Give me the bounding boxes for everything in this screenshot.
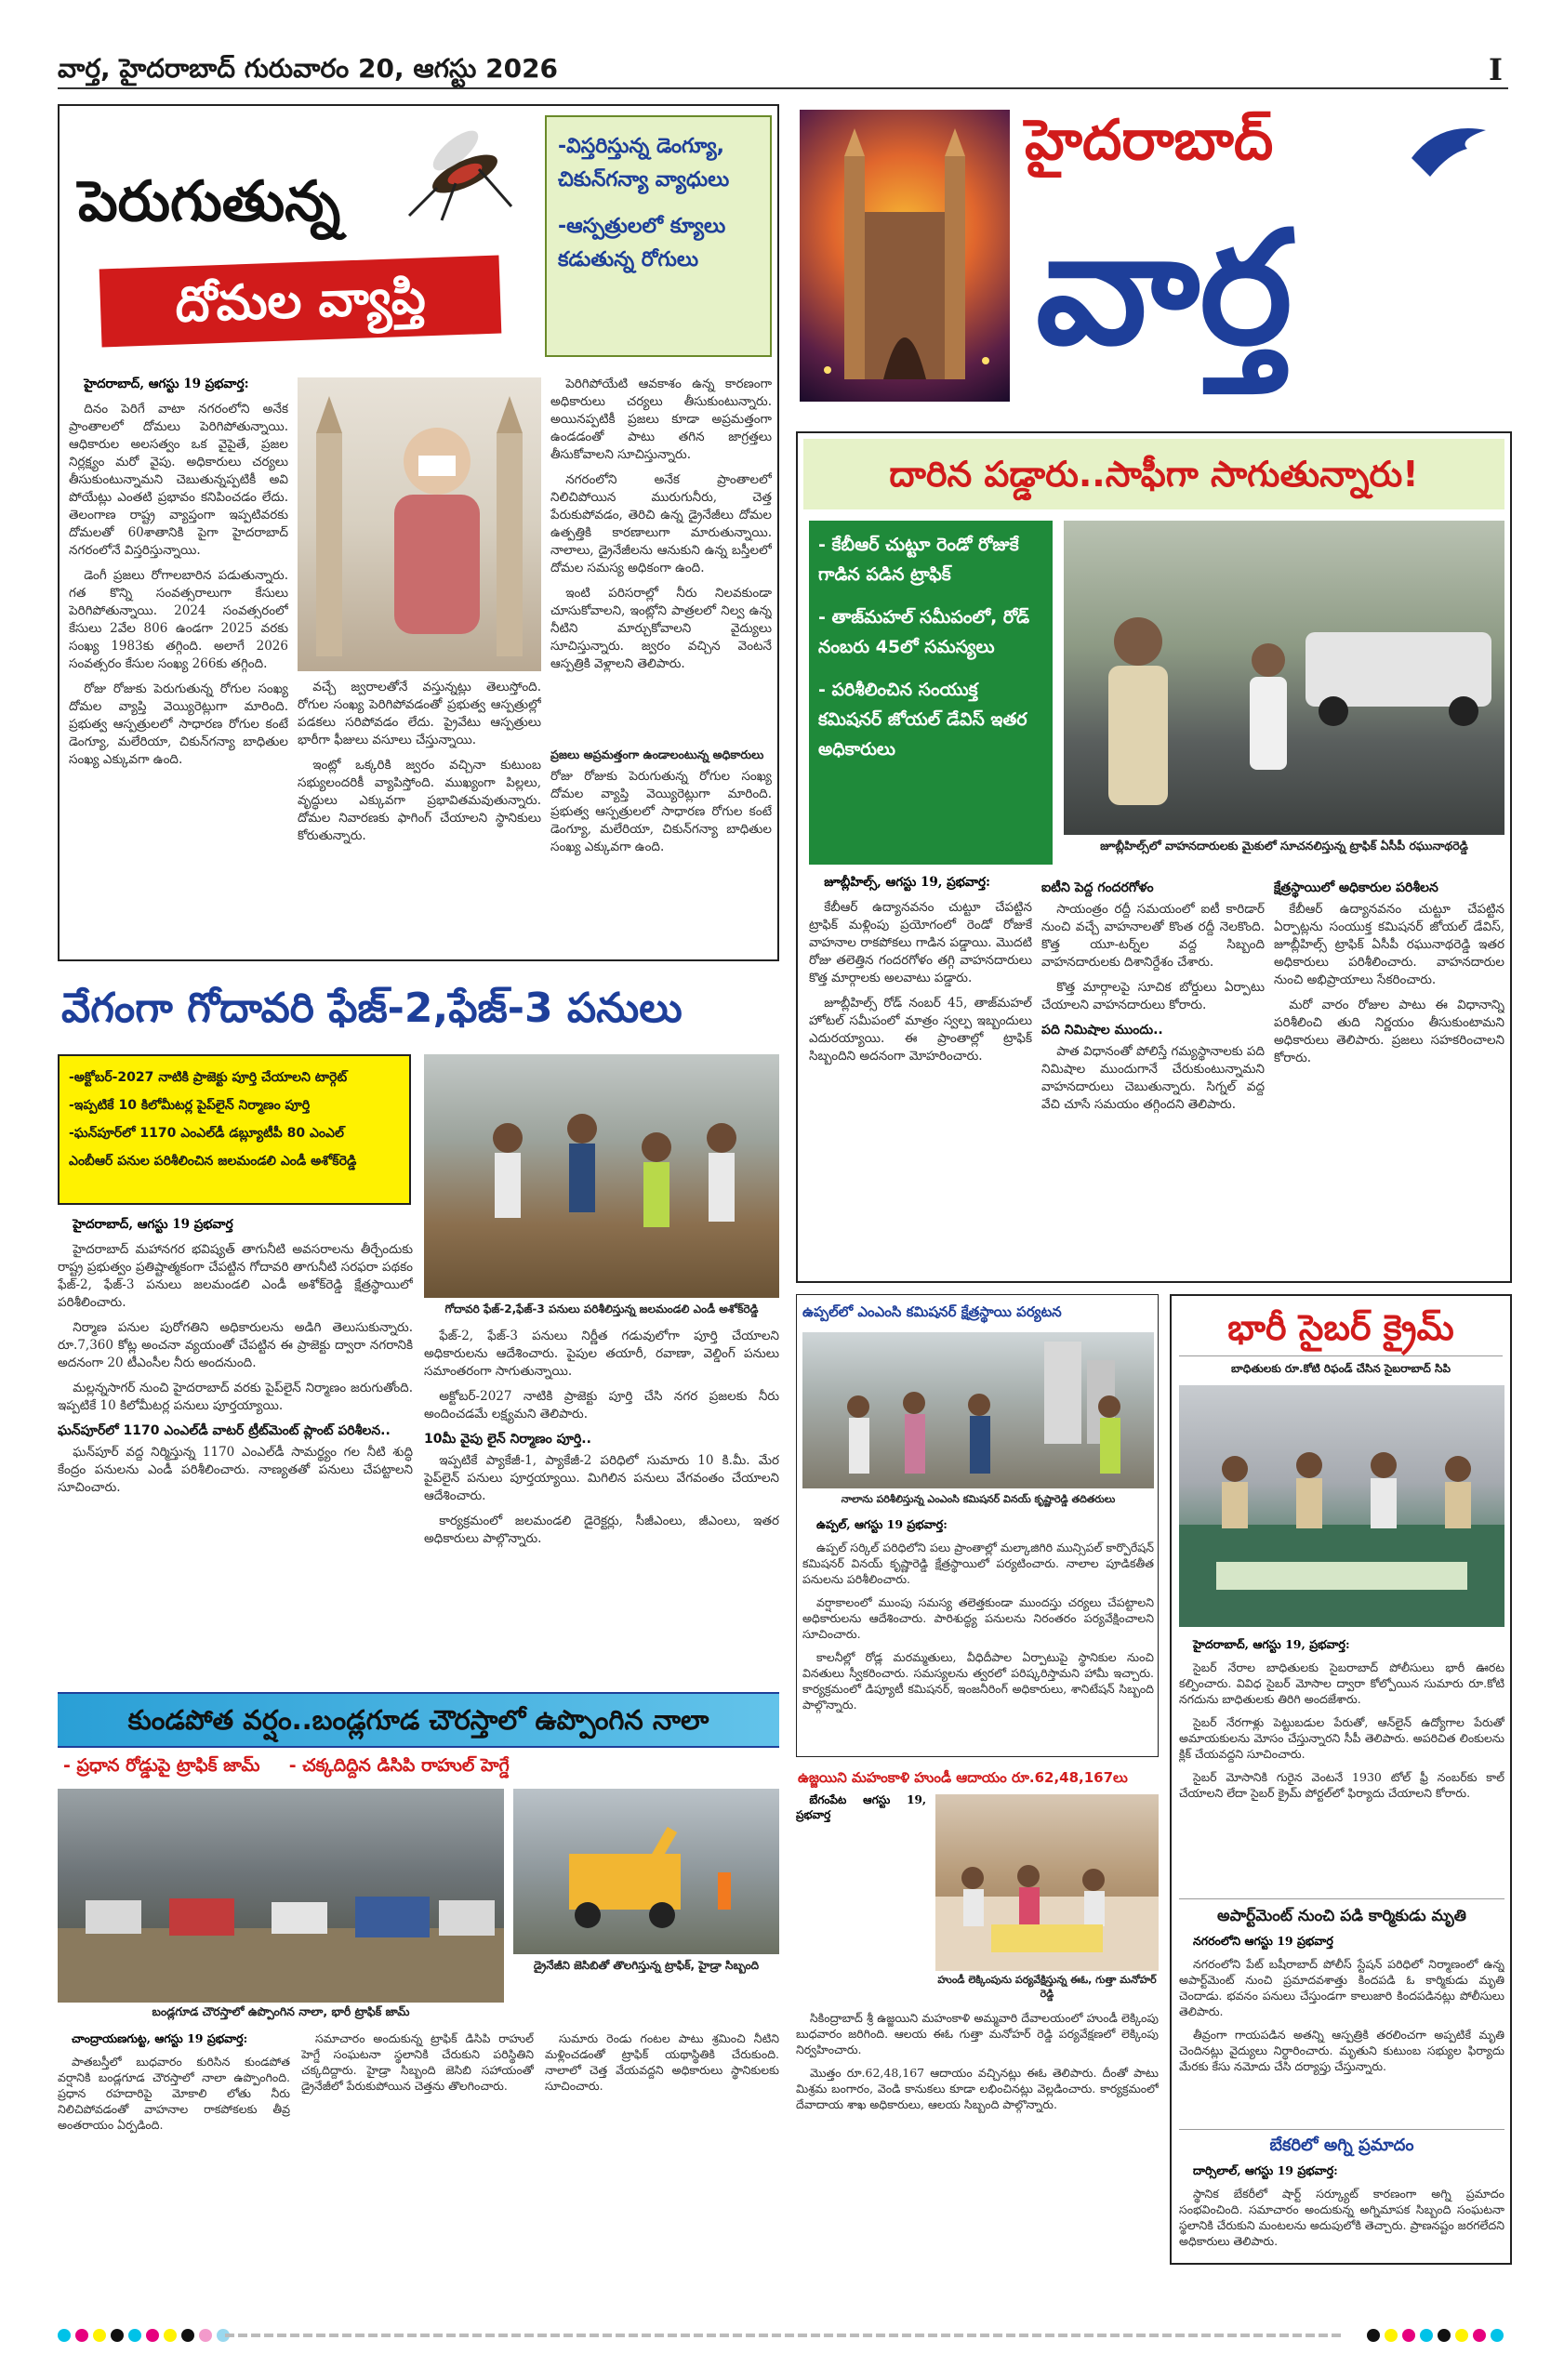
temple-story	[796, 1765, 1159, 2265]
traffic-p6: కేబీఆర్ ఉద్యానవనం చుట్టూ చేపట్టిన ఏర్పాట్లను సంయుక్త కమిషనర్ జోయల్ డేవిస్, జూబ్లీహిల్స్ ట్రాఫిక్ ఏసీపీ రఘునాథరెడ్డి ఇతర అధికారులు పరిశీలించారు. వాహనదారుల నుంచి అభిప్రాయాలు సేకరించారు.	[1274, 902, 1504, 987]
godavari-bullet-3: -ఘన్‌పూర్‌లో 1170 ఎంఎల్‌డీ డబ్ల్యూటీపీ 80 ఎంఎల్	[69, 1126, 344, 1141]
registration-marks-right	[1367, 2328, 1508, 2346]
traffic-sub-2: పది నిమిషాల ముందు..	[1041, 1023, 1163, 1038]
godavari-col-1	[58, 1216, 413, 1681]
rain-p2: సమాచారం అందుకున్న ట్రాఫిక్ డిసిపి రాహుల్ హెగ్డే సంఘటనా స్థలానికి చేరుకుని పరిస్థితిని చక్కదిద్దారు. హైడ్రా సిబ్బంది జెసిబి సహాయంతో డ్రైనేజీలో పేరుకుపోయిన చెత్తను తొలగించారు.	[301, 2031, 534, 2093]
dengue-col-3	[298, 679, 541, 954]
dengue-photo-caption: ప్రజలు అప్రమత్తంగా ఉండాలంటున్న అధికారులు	[550, 747, 764, 761]
rain-col-1	[58, 2030, 290, 2268]
cyber-headline: భారీ సైబర్ క్రైమ్	[1179, 1300, 1503, 1356]
traffic-col-1	[809, 874, 1032, 1276]
godavari-bullet-2: -ఇప్పటికే 10 కిలోమీటర్ల పైప్‌లైన్ నిర్మాణం పూర్తి	[69, 1098, 311, 1113]
godavari-story	[58, 972, 779, 1681]
dengue-story	[58, 104, 779, 961]
uppal-headline: ఉప్పల్‌లో ఎంఎంసి కమిషనర్ క్షేత్రస్థాయి పర్యటన	[802, 1303, 1062, 1320]
cyber-subhead: బాధితులకు రూ.కోటి రిఫండ్ చేసిన సైబరాబాద్ సిపి	[1230, 1362, 1451, 1375]
apartment-headline: అపార్ట్‌మెంట్ నుంచి పడి కార్మికుడు మృతి	[1217, 1907, 1466, 1925]
cyber-p3: సైబర్ మోసానికి గురైన వెంటనే 1930 టోల్ ఫ్రీ నంబర్‌కు కాల్ చేయాలని లేదా సైబర్ క్రైమ్ పోర్టల్‌లో ఫిర్యాదు చేయాలని కోరారు.	[1179, 1770, 1504, 1800]
temple-dateline: బేగంపేట ఆగస్టు 19, ప్రభవార్త	[796, 1793, 926, 1821]
headline-top: పెరుగుతున్న	[78, 169, 341, 234]
traffic-sub-3: క్షేత్రస్థాయిలో అధికారుల పరిశీలన	[1274, 880, 1438, 895]
uppal-photo	[802, 1332, 1154, 1488]
page-number: I	[1489, 52, 1503, 87]
traffic-col-2	[1041, 874, 1265, 1276]
uppal-p3: కాలనీల్లో రోడ్ల మరమ్మతులు, వీధిదీపాల ఏర్పాటుపై స్థానికుల నుంచి వినతులు స్వీకరించారు. సమస్యలను త్వరలో పరిష్కరిస్తామని హామీ ఇచ్చారు. కార్యక్రమంలో డిప్యూటీ కమిషనర్, ఇంజనీరింగ్ అధికారులు, శానిటేషన్ సిబ్బంది పాల్గొన్నారు.	[802, 1650, 1154, 1712]
uppal-body	[802, 1516, 1154, 1752]
temple-photo-caption: హుండీ లెక్కింపును పర్యవేక్షిస్తున్న ఈఓ, గుత్తా మనోహర్ రెడ్డి	[937, 1974, 1157, 2000]
godavari-sub-2: 10మీ వైపు లైన్ నిర్మాణం పూర్తి..	[424, 1432, 591, 1447]
rain-dateline: చాంద్రాయణగుట్ట, ఆగస్టు 19 ప్రభవార్త:	[72, 2031, 248, 2045]
rain-bullet-1: - ప్రధాన రోడ్డుపై ట్రాఫిక్ జామ్	[63, 1755, 260, 1776]
dengue-col-2	[550, 376, 772, 742]
temple-photo	[935, 1794, 1159, 1971]
traffic-bullet-2: - తాజ్‌మహల్ సమీపంలో, రోడ్ నంబరు 45లో సమస్యలు	[818, 607, 1030, 657]
dengue-p3: రోజు రోజుకు పెరుగుతున్న రోగుల సంఖ్య దోమల వ్యాప్తి వెయ్యిరెట్లుగా మారింది. ప్రభుత్వ ఆస్పత్రులలో సాధారణ రోగుల కంటే డెంగ్యూ, మలేరియా, చికున్‌గన్యా బాధితుల సంఖ్య ఎక్కువగా ఉంది.	[69, 681, 288, 767]
godavari-p7: ఇప్పటికే ప్యాకేజీ-1, ప్యాకేజీ-2 పరిధిలో సుమారు 10 కి.మీ. మేర పైప్‌లైన్ పనులు పూర్తయ్యాయి. మిగిలిన పనులు వేగవంతం చేయాలని ఆదేశించారు.	[424, 1453, 779, 1503]
traffic-headline-bar	[803, 439, 1504, 509]
traffic-col-3	[1274, 874, 1504, 1276]
traffic-p4: కొత్త మార్గాలపై సూచిక బోర్డులు ఏర్పాటు చేయాలని వాహనదారులు కోరారు.	[1041, 980, 1265, 1012]
dengue-bullet-1: -విస్తరిస్తున్న డెంగ్యూ, చికున్‌గన్యా వ్యాధులు	[558, 135, 730, 192]
masthead-charminar-photo	[800, 110, 1010, 402]
traffic-story	[796, 431, 1512, 1283]
cyber-body	[1179, 1636, 1504, 1887]
godavari-photo-caption: గోదావరి ఫేజ్-2,ఫేజ్-3 పనులు పరిశీలిస్తున్న జలమండలి ఎండీ అశోక్‌రెడ్డి	[444, 1302, 759, 1316]
temple-col-1	[796, 1792, 926, 1997]
rain-p1: పాతబస్తీలో బుధవారం కురిసిన కుండపోత వర్షానికి బండ్లగూడ చౌరస్తాలో నాలా ఉప్పొంగింది. ప్రధాన రహదారిపై మోకాలి లోతు నీరు నిలిచిపోవడంతో వాహనాల రాకపోకలకు తీవ్ర అంతరాయం ఏర్పడింది.	[58, 2055, 290, 2132]
godavari-bullet-4: ఎంబీఆర్ పనుల పరిశీలించిన జలమండలి ఎండీ అశోక్‌రెడ్డి	[69, 1154, 357, 1169]
rain-photo-caption-1: బండ్లగూడ చౌరస్తాలో ఉప్పొంగిన నాలా, భారీ ట్రాఫిక్ జామ్	[152, 2004, 410, 2018]
dengue-p1: దినం పెరిగే వాటా నగరంలోని అనేక ప్రాంతాలలో దోమలు పెరిగిపోతున్నాయి. ఆధికారుల అలసత్వం ఒక వైపైతే, ప్రజల నిర్లక్ష్యం మరో వైపు. అధికారులు చర్యలు తీసుకుంటున్నామని చెబుతున్నప్పటికీ అవి పోయేట్లు ఎంతటి ప్రభావం కనిపించడం లేదు. తెలంగాణ రాష్ట్ర వ్యాప్తంగా ఇప్పటివరకు దోమలతో 60శాతానికి పైగా హైదరాబాద్ నగరంలోనే విస్తరిస్తున్నాయి.	[69, 402, 288, 558]
godavari-dateline: హైదరాబాద్, ఆగస్టు 19 ప్రభవార్త	[73, 1217, 233, 1232]
rain-p3: సుమారు రెండు గంటల పాటు శ్రమించి నీటిని మళ్లించడంతో ట్రాఫిక్ యథాస్థితికి చేరుకుంది. నాలాలో చెత్త వేయవద్దని అధికారులు స్థానికులకు సూచించారు.	[545, 2031, 779, 2093]
rain-headline: కుండపోత వర్షం..బండ్లగూడ చౌరస్తాలో ఉప్పొంగిన నాలా	[127, 1704, 709, 1736]
uppal-p1: ఉప్పల్ సర్కిల్ పరిధిలోని పలు ప్రాంతాల్లో మల్కాజిగిరి మున్సిపల్ కార్పొరేషన్ కమిషనర్ వినయ్ కృష్ణారెడ్డి క్షేత్రస్థాయిలో పర్యటించారు. నాలాల పూడికతీత పనులను పరిశీలించారు.	[802, 1540, 1154, 1586]
uppal-p2: వర్షాకాలంలో ముంపు సమస్య తలెత్తకుండా ముందస్తు చర్యలు చేపట్టాలని అధికారులను ఆదేశించారు. పారిశుద్ధ్య పనులను నిరంతరం పర్యవేక్షించాలని సూచించారు.	[802, 1595, 1154, 1641]
apartment-p1: నగరంలోని పేట్ బషీరాబాద్ పోలీస్ స్టేషన్ పరిధిలో నిర్మాణంలో ఉన్న అపార్ట్‌మెంట్ నుంచి ప్రమాదవశాత్తు కిందపడి ఓ కార్మికుడు మృతి చెందాడు. భవనం పనులు చేస్తుండగా కాలుజారి కిందపడినట్లు పోలీసులు తెలిపారు.	[1179, 1957, 1504, 2018]
dengue-side-caption	[550, 747, 772, 952]
dengue-photo	[298, 377, 541, 671]
traffic-headline: దారిన పడ్డారు..సాఫీగా సాగుతున్నారు!	[889, 454, 1419, 495]
cyber-photo	[1179, 1385, 1504, 1627]
uppal-photo-caption: నాలాను పరిశీలిస్తున్న ఎంఎంసి కమిషనర్ వినయ్ కృష్ణారెడ్డి తదితరులు	[841, 1493, 1116, 1505]
fire-body	[1179, 2162, 1504, 2249]
temple-headline: ఉజ్జయిని మహంకాళి హుండీ ఆదాయం రూ.62,48,167లు	[798, 1769, 1128, 1786]
traffic-dateline: జూబ్లీహిల్స్, ఆగస్టు 19, ప్రభవార్త:	[824, 875, 991, 890]
traffic-p2: జూబ్లీహిల్స్ రోడ్ నంబర్ 45, తాజ్‌మహల్ హోటల్ సమీపంలో మాత్రం స్వల్ప ఇబ్బందులు ఎదురయ్యాయి. ఈ ప్రాంతాల్లో ట్రాఫిక్ సిబ్బందిని అదనంగా మోహరించారు.	[809, 996, 1032, 1064]
apartment-p2: తీవ్రంగా గాయపడిన అతన్ని ఆస్పత్రికి తరలించగా అప్పటికే మృతి చెందినట్లు వైద్యులు నిర్ధారించారు. మృతుని కుటుంబ సభ్యుల ఫిర్యాదు మేరకు కేసు నమోదు చేసి దర్యాప్తు చేస్తున్నారు.	[1179, 2028, 1504, 2073]
dengue-col-1	[69, 376, 288, 954]
godavari-bullet-1: -అక్టోబర్-2027 నాటికి ప్రాజెక్టు పూర్తి చేయాలని టార్గెట్	[69, 1070, 348, 1085]
registration-bar	[225, 2334, 1341, 2337]
masthead-title: వార్త	[1036, 197, 1292, 379]
registration-strip	[58, 2324, 1508, 2347]
rain-bullets	[58, 1748, 779, 1788]
traffic-p7: మరో వారం రోజుల పాటు ఈ విధానాన్ని పరిశీలించి తుది నిర్ణయం తీసుకుంటామని అధికారులు తెలిపారు. ప్రజలు సహకరించాలని కోరారు.	[1274, 998, 1504, 1065]
cyber-p1: సైబర్ నేరాల బాధితులకు సైబరాబాద్ పోలీసులు భారీ ఊరట కల్పించారు. వివిధ సైబర్ మోసాల ద్వారా కోల్పోయిన సుమారు రూ.కోటి నగదును బాధితులకు తిరిగి అందజేశారు.	[1179, 1660, 1504, 1706]
masthead	[796, 104, 1512, 420]
traffic-photo	[1064, 521, 1504, 835]
traffic-sub-1: ఐటీని పెద్ద గందరగోళం	[1041, 880, 1154, 895]
godavari-headline: వేగంగా గోదావరి ఫేజ్-2,ఫేజ్-3 పనులు	[61, 985, 683, 1032]
apartment-dateline: నగరంలోని ఆగస్టు 19 ప్రభవార్త	[1193, 1934, 1333, 1948]
registration-marks-left	[58, 2328, 234, 2346]
fire-p1: స్థానిక బేకరీలో షార్ట్ సర్క్యూట్ కారణంగా అగ్ని ప్రమాదం సంభవించింది. సమాచారం అందుకున్న అగ్నిమాపక సిబ్బంది సంఘటనా స్థలానికి చేరుకుని మంటలను అదుపులోకి తెచ్చారు. ప్రాణనష్టం జరగలేదని అధికారులు తెలిపారు.	[1179, 2187, 1504, 2248]
apartment-body	[1179, 1933, 1504, 2074]
dengue-p7: వచ్చే జ్వరాలతోనే వస్తున్నట్లు తెలుస్తోంది. రోగుల సంఖ్య పెరిగిపోవడంతో ప్రభుత్వ ఆస్పత్రుల్లో పడకలు సరిపోవడం లేదు. ప్రైవేటు ఆస్పత్రులు భారీగా ఫీజులు వసూలు చేస్తున్నాయి.	[298, 680, 541, 747]
dengue-p5: నగరంలోని అనేక ప్రాంతాలలో నిలిచిపోయిన మురుగునీరు, చెత్త పేరుకుపోవడం, తెరిచి ఉన్న డ్రైనేజీలు దోమల ఉత్పత్తికి కారణాలుగా మారుతున్నాయి. నాలాలు, డ్రైనేజీలను ఆనుకుని ఉన్న బస్తీలలో దోమల సమస్య అధికంగా ఉంది.	[550, 472, 772, 575]
mosquito-icon	[400, 123, 521, 225]
dengue-bullets	[545, 115, 772, 357]
dengue-bullet-2: -ఆస్పత్రులలో క్యూలు కడుతున్న రోగులు	[558, 215, 726, 271]
rain-col-3	[545, 2030, 779, 2268]
fire-dateline: దార్సిలాల్, ఆగస్టు 19 ప్రభవార్త:	[1193, 2163, 1338, 2177]
headline-bottom: దోమల వ్యాప్తి	[174, 269, 427, 334]
fire-headline: బేకరిలో అగ్ని ప్రమాదం	[1269, 2135, 1414, 2155]
godavari-photo	[424, 1054, 779, 1298]
cyber-dateline: హైదరాబాద్, ఆగస్టు 19, ప్రభవార్త:	[1193, 1637, 1350, 1651]
rain-headline-bar	[58, 1692, 779, 1748]
traffic-p5: పాత విధానంతో పోలిస్తే గమ్యస్థానాలకు పది నిమిషాల ముందుగానే చేరుకుంటున్నామని వాహనదారులు చెబుతున్నారు. సిగ్నల్ వద్ద వేచి చూసే సమయం తగ్గిందని తెలిపారు.	[1041, 1044, 1265, 1112]
traffic-bullets	[809, 521, 1053, 865]
rain-col-2	[301, 2030, 534, 2268]
uppal-story	[796, 1294, 1159, 1757]
temple-p2: మొత్తం రూ.62,48,167 ఆదాయం వచ్చినట్లు ఈఓ తెలిపారు. దీంతో పాటు మిశ్రమ బంగారం, వెండి కానుకలు కూడా లభించినట్లు వెల్లడించారు. కార్యక్రమంలో దేవాదాయ శాఖ అధికారులు, ఆలయ సిబ్బంది పాల్గొన్నారు.	[796, 2066, 1159, 2111]
cyber-p2: సైబర్ నేరగాళ్లు పెట్టుబడుల పేరుతో, ఆన్‌లైన్ ఉద్యోగాల పేరుతో అమాయకులను మోసం చేస్తున్నారని సీపీ తెలిపారు. అపరిచిత లింకులను క్లిక్ చేయవద్దని సూచించారు.	[1179, 1715, 1504, 1761]
dengue-p4: పెరిగిపోయేటి ఆవకాశం ఉన్న కారణంగా అధికారులు చర్యలు తీసుకుంటున్నారు. అయినప్పటికీ ప్రజలు కూడా అప్రమత్తంగా ఉండడంతో పాటు తగిన జాగ్రత్తలు తీసుకోవాలని సూచిస్తున్నారు.	[550, 377, 772, 462]
godavari-p3: మల్లన్నసాగర్ నుంచి హైదరాబాద్ వరకు పైప్‌లైన్ నిర్మాణం జరుగుతోంది. ఇప్పటికే 10 కిలోమీటర్ల పనులు పూర్తయ్యాయి.	[58, 1381, 413, 1413]
dengue-p8: ఇంట్లో ఒక్కరికి జ్వరం వచ్చినా కుటుంబ సభ్యులందరికీ వ్యాపిస్తోంది. ముఖ్యంగా పిల్లలు, వృద్ధులు ఎక్కువగా ప్రభావితమవుతున్నారు. దోమల నివారణకు ఫాగింగ్ చేయాలని స్థానికులు కోరుతున్నారు.	[298, 758, 541, 843]
traffic-p3: సాయంత్రం రద్దీ సమయంలో ఐటీ కారిడార్ నుంచి వచ్చే వాహనాలతో కొంత రద్దీ నెలకొంది. కొత్త యూ-టర్న్‌ల వద్ద సిబ్బంది వాహనదారులకు దిశానిర్దేశం చేశారు.	[1041, 902, 1265, 970]
godavari-sub-1: ఘన్‌పూర్‌లో 1170 ఎంఎల్‌డీ వాటర్ ట్రీట్‌మెంట్ ప్లాంట్ పరిశీలన..	[58, 1423, 391, 1438]
godavari-p1: హైదరాబాద్ మహానగర భవిష్యత్ తాగునీటి అవసరాలను తీర్చేందుకు రాష్ట్ర ప్రభుత్వం ప్రతిష్టాత్మకంగా చేపట్టిన గోదావరి తాగునీటి సరఫరా పథకం ఫేజ్-2, ఫేజ్-3 పనులు జలమండలి ఎండీ అశోక్‌రెడ్డి క్షేత్రస్థాయిలో పరిశీలించారు.	[58, 1242, 413, 1310]
traffic-p1: కేబీఆర్ ఉద్యానవనం చుట్టూ చేపట్టిన ట్రాఫిక్ మళ్లింపు ప్రయోగంలో రెండో రోజుకే వాహనాల రాకపోకలు గాడిన పడ్డాయి. మొదటి రోజు తలెత్తిన గందరగోళం తగ్గి వాహనదారులు కొత్త మార్గాలకు అలవాటు పడ్డారు.	[809, 900, 1032, 985]
rain-story	[58, 1692, 779, 2268]
godavari-bullets	[58, 1054, 411, 1205]
dengue-dateline: హైదరాబాద్, ఆగస్టు 19 ప్రభవార్త:	[84, 377, 249, 391]
temple-p1: సికింద్రాబాద్ శ్రీ ఉజ్జయిని మహంకాళి అమ్మవారి దేవాలయంలో హుండీ లెక్కింపు బుధవారం జరిగింది. ఆలయ ఈఓ గుత్తా మనోహర్ రెడ్డి పర్యవేక్షణలో లెక్కింపు నిర్వహించారు.	[796, 2011, 1159, 2056]
godavari-col-2	[424, 1328, 779, 1681]
folio-line	[58, 52, 1508, 89]
rain-bullet-2: - చక్కదిద్దిన డిసిపి రాహుల్ హెగ్డే	[288, 1755, 510, 1776]
headline-bottom-banner	[99, 256, 502, 348]
dengue-p2: డెంగీ ప్రజలు రోగాలబారిన పడుతున్నారు. గత కొన్ని సంవత్సరాలుగా కేసులు పెరిగిపోతున్నాయి. 2024 సంవత్సరంలో కేసులు 2వేల 806 ఉండగా 2025 వరకు సంఖ్య 1983కు తగ్గింది. అలాగే 2026 సంవత్సరం కేసుల సంఖ్య 266కు తగ్గింది.	[69, 568, 288, 671]
apartment-story	[1179, 1898, 1504, 2122]
masthead-top-word: హైదరాబాద్	[1025, 108, 1274, 173]
godavari-p5: ఫేజ్-2, ఫేజ్-3 పనులు నిర్ణీత గడువులోగా పూర్తి చేయాలని అధికారులను ఆదేశించారు. పైపుల తయారీ, రవాణా, వెల్డింగ్ పనులు సమాంతరంగా సాగుతున్నాయి.	[424, 1329, 779, 1379]
godavari-p8: కార్యక్రమంలో జలమండలి డైరెక్టర్లు, సీజీఎంలు, జీఎంలు, ఇతర అధికారులు పాల్గొన్నారు.	[424, 1514, 779, 1546]
dove-icon	[1402, 112, 1495, 186]
traffic-photo-caption: జూబ్లీహిల్స్‌లో వాహనదారులకు మైకులో సూచనలిస్తున్న ట్రాఫిక్ ఏసీపీ రఘునాథరెడ్డి	[1100, 839, 1468, 853]
dengue-headline-art	[67, 113, 532, 363]
rain-photo-caption-2: డ్రైనేజీని జెసిబితో తొలగిస్తున్న ట్రాఫిక్, హైడ్రా సిబ్బంది	[533, 1959, 760, 1972]
dengue-p6: ఇంటి పరిసరాల్లో నీరు నిలవకుండా చూసుకోవాలని, ఇంట్లోని పాత్రలలో నిల్వ ఉన్న నీటిని మార్చుకోవాలని వైద్యులు సూచిస్తున్నారు. జ్వరం వచ్చిన వెంటనే ఆస్పత్రికి వెళ్లాలని తెలిపారు.	[550, 586, 772, 671]
rain-photo-2	[513, 1789, 779, 1954]
fire-story	[1179, 2129, 1504, 2261]
folio-text: వార్త, హైదరాబాద్ గురువారం 20, ఆగస్టు 2026	[58, 53, 559, 84]
uppal-dateline: ఉప్పల్, ఆగస్టు 19 ప్రభవార్త:	[816, 1517, 948, 1531]
cyber-story	[1170, 1294, 1512, 2265]
traffic-bullet-1: - కేబీఆర్ చుట్టూ రెండో రోజుకే గాడిన పడిన ట్రాఫిక్	[818, 535, 1019, 585]
godavari-p4: ఘన్‌పూర్ వద్ద నిర్మిస్తున్న 1170 ఎంఎల్‌డీ సామర్థ్యం గల నీటి శుద్ధి కేంద్రం పనులను ఎండీ పరిశీలించారు. నాణ్యతతో పనులు చేపట్టాలని సూచించారు.	[58, 1445, 413, 1495]
traffic-bullet-3: - పరిశీలించిన సంయుక్త కమిషనర్ జోయల్ డేవిస్ ఇతర అధికారులు	[818, 680, 1027, 760]
godavari-p6: అక్టోబర్-2027 నాటికి ప్రాజెక్టు పూర్తి చేసి నగర ప్రజలకు నీరు అందించడమే లక్ష్యమని తెలిపారు.	[424, 1389, 779, 1421]
rain-photo-1	[58, 1789, 504, 2003]
godavari-p2: నిర్మాణ పనుల పురోగతిని అధికారులను అడిగి తెలుసుకున్నారు. రూ.7,360 కోట్ల అంచనా వ్యయంతో చేపట్టిన ఈ ప్రాజెక్టు ద్వారా నగరానికి అదనంగా 20 టీఎంసీల నీరు అందనుంది.	[58, 1320, 413, 1370]
temple-body	[796, 2010, 1159, 2265]
dengue-side-text: రోజు రోజుకు పెరుగుతున్న రోగుల సంఖ్య దోమల వ్యాప్తి వెయ్యిరెట్లుగా మారింది. ప్రభుత్వ ఆస్పత్రులలో సాధారణ రోగుల కంటే డెంగ్యూ, మలేరియా, చికున్‌గన్యా బాధితుల సంఖ్య ఎక్కువగా ఉంది.	[550, 769, 772, 854]
